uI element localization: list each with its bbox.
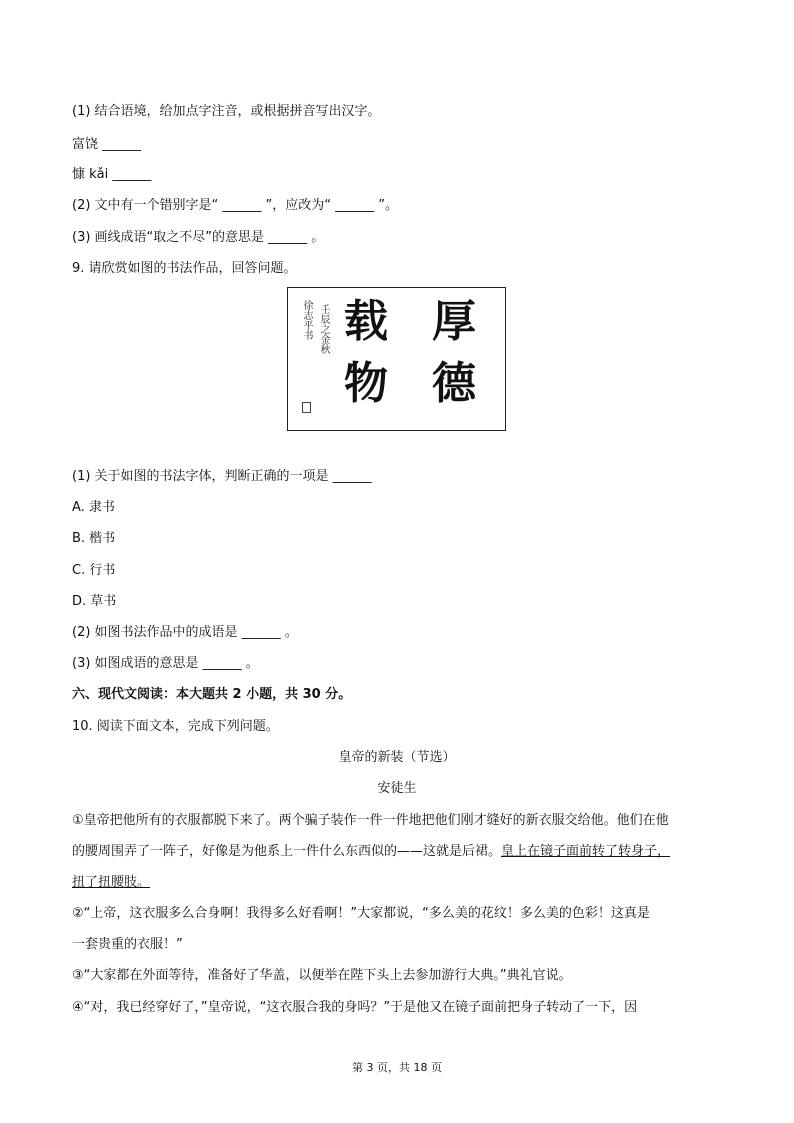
paragraph-1-line-2	[72, 843, 670, 861]
q8-sub3: (3) 画线成语“取之不尽”的意思是 ______ 。	[72, 230, 325, 245]
paragraph-2-line-2: 一套贵重的衣服！”	[72, 937, 183, 952]
paragraph-4: ④“对，我已经穿好了，”皇帝说，“这衣服合我的身吗？”于是他又在镜子面前把身子转动了一下，因	[72, 1000, 638, 1015]
q9-option-d: D. 草书	[72, 594, 117, 609]
q8-sub2: (2) 文中有一个错别字是“ ______ ”，应改为“ ______ ”。	[72, 198, 399, 213]
underlined-sentence-part-2: 扭了扭腰肢。	[72, 875, 151, 890]
calligraphy-inscription-left: 徐志平书	[301, 300, 312, 340]
article-author: 安徒生	[377, 781, 417, 796]
q9-option-a: A. 隶书	[72, 500, 115, 515]
q9-sub2: (2) 如图书法作品中的成语是 ______ 。	[72, 625, 298, 640]
page-footer: 第 3 页，共 18 页	[352, 1061, 442, 1074]
q8-item1: 富饶 ______	[72, 137, 142, 152]
q8-item2: 慷 kǎi ______	[72, 167, 152, 182]
paragraph-1-line-2-text: 的腰周围弄了一阵子，好像是为他系上一件什么东西似的——这就是后裙。	[72, 844, 502, 859]
section-heading: 六、现代文阅读：本大题共 2 小题，共 30 分。	[72, 687, 352, 702]
calligraphy-char-de: 德	[432, 358, 476, 409]
q9-sub3: (3) 如图成语的意思是 ______ 。	[72, 656, 259, 671]
calligraphy-char-hou: 厚	[432, 296, 476, 347]
q8-sub1: (1) 结合语境，给加点字注音，或根据拼音写出汉字。	[72, 104, 381, 119]
q9-sub1: (1) 关于如图的书法字体，判断正确的一项是 ______	[72, 469, 372, 484]
calligraphy-seal	[302, 402, 311, 413]
calligraphy-image	[287, 287, 506, 431]
calligraphy-char-zai: 载	[344, 296, 388, 347]
calligraphy-char-wu: 物	[344, 358, 388, 409]
q9-title: 9. 请欣赏如图的书法作品，回答问题。	[72, 261, 297, 276]
underlined-sentence-part-1: 皇上在镜子面前转了转身子，	[501, 844, 671, 859]
q10-title: 10. 阅读下面文本，完成下列问题。	[72, 719, 279, 734]
paragraph-3: ③“大家都在外面等待，准备好了华盖，以便举在陛下头上去参加游行大典。”典礼官说。	[72, 968, 572, 983]
paragraph-2-line-1: ②“上帝，这衣服多么合身啊！我得多么好看啊！”大家都说，“多么美的花纹！多么美的色彩！这真是	[72, 906, 650, 921]
paragraph-1-line-1: ①皇帝把他所有的衣服都脱下来了。两个骗子装作一件一件地把他们刚才缝好的新衣服交给他。他们在他	[72, 813, 669, 828]
calligraphy-inscription-right: 壬辰之金秋	[318, 304, 329, 354]
q9-option-b: B. 楷书	[72, 531, 116, 546]
q9-option-c: C. 行书	[72, 563, 116, 578]
article-title: 皇帝的新装（节选）	[338, 750, 456, 765]
